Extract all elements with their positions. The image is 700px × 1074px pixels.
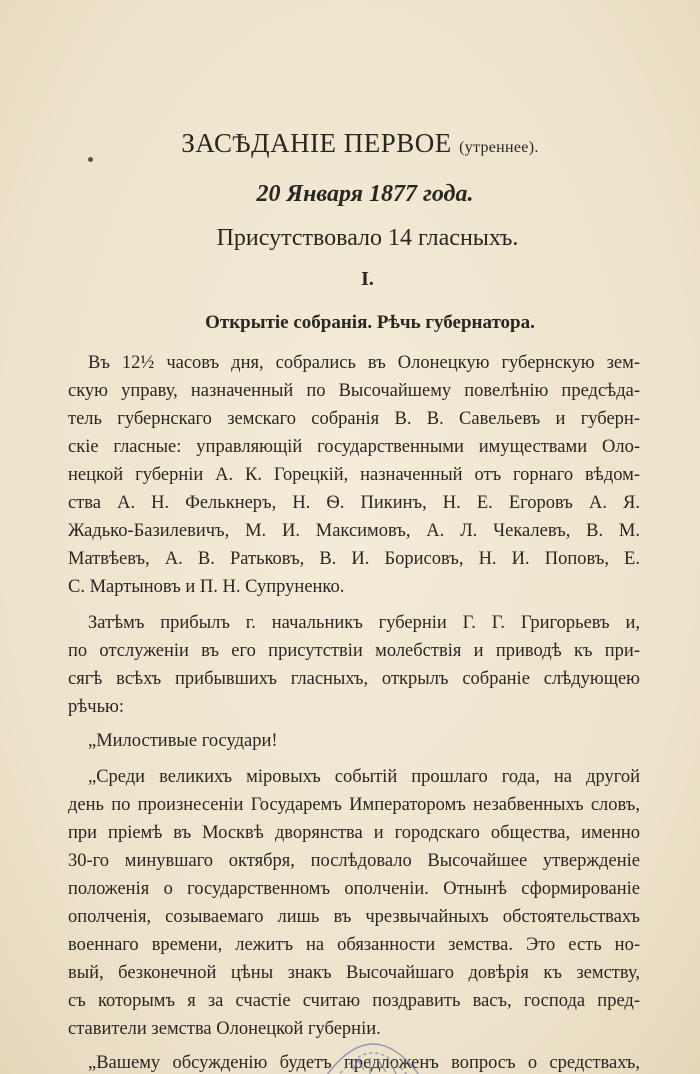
- text-line: скіе гласные: управляющій государственными имуществами Оло-: [68, 437, 640, 457]
- text-line: С. Мартыновъ и П. Н. Супруненко.: [68, 577, 345, 597]
- text-line: Матвѣевъ, А. В. Ратьковъ, В. И. Борисовъ, Н. И. Поповъ, Е.: [68, 549, 640, 569]
- text-line: Затѣмъ прибылъ г. начальникъ губерніи Г. Г. Григорьевъ и,: [88, 613, 640, 633]
- text-line: 30-го минувшаго октября, послѣдовало Высочайшее утвержденіе: [68, 851, 640, 871]
- text-line: Въ 12½ часовъ дня, собрались въ Олонецкую губернскую зем-: [88, 353, 640, 373]
- text-line: положенія о государственномъ ополченіи. Отнынѣ сформированіе: [68, 879, 640, 899]
- text-line: съ которымъ я за счастіе считаю поздравить васъ, господа пред-: [68, 991, 640, 1011]
- text-line: сягѣ всѣхъ прибывшихъ гласныхъ, открылъ собраніе слѣдующею: [68, 669, 640, 689]
- text-line: вый, безконечной цѣны знакъ Высочайшаго довѣрія къ земству,: [68, 963, 640, 983]
- text-line: ополченія, созываемаго лишь въ чрезвычайныхъ обстоятельствахъ: [68, 907, 640, 927]
- library-stamp: [298, 1010, 448, 1074]
- text-line: военнаго времени, лежитъ на обязанности земства. Это есть но-: [68, 935, 640, 955]
- attendance-line: Присутствовало 14 гласныхъ.: [216, 225, 519, 251]
- text-line: по отслуженіи въ его присутствіи молебствія и приводѣ къ при-: [68, 641, 640, 661]
- section-title: Открытіе собранія. Рѣчь губернатора.: [205, 312, 535, 333]
- text-line: ставители земства Олонецкой губерніи.: [68, 1019, 381, 1039]
- text-line: при пріемѣ въ Москвѣ дворянства и городскаго общества, именно: [68, 823, 640, 843]
- text-line: нецкой губерніи А. К. Горецкій, назначенный отъ горнаго вѣдом-: [68, 465, 640, 485]
- text-line: тель губернскаго земскаго собранія В. В. Савельевъ и губерн-: [68, 409, 640, 429]
- text-line: „Среди великихъ міровыхъ событій прошлаго года, на другой: [88, 767, 640, 787]
- title-main: ЗАСѢДАНІЕ ПЕРВОЕ: [181, 128, 452, 158]
- text-line: рѣчью:: [68, 697, 124, 717]
- text-line: день по произнесеніи Государемъ Императоромъ незабвенныхъ словъ,: [68, 795, 640, 815]
- text-line: скую управу, назначенный по Высочайшему повелѣнію предсѣда-: [68, 381, 640, 401]
- text-line: „Вашему обсужденію будетъ предложенъ вопросъ о средствахъ,: [88, 1053, 640, 1073]
- session-date: 20 Января 1877 года.: [256, 181, 474, 207]
- section-number: I.: [361, 268, 374, 290]
- title-suffix: (утреннее).: [459, 139, 539, 156]
- page-title: [0, 128, 700, 159]
- text-line: ства А. Н. Фелькнеръ, Н. Ѳ. Пикинъ, Н. Е. Егоровъ А. Я.: [68, 493, 640, 513]
- text-line: „Милостивые государи!: [88, 731, 278, 751]
- text-line: Жадько-Базилевичъ, М. И. Максимовъ, А. Л. Чекалевъ, В. М.: [68, 521, 640, 541]
